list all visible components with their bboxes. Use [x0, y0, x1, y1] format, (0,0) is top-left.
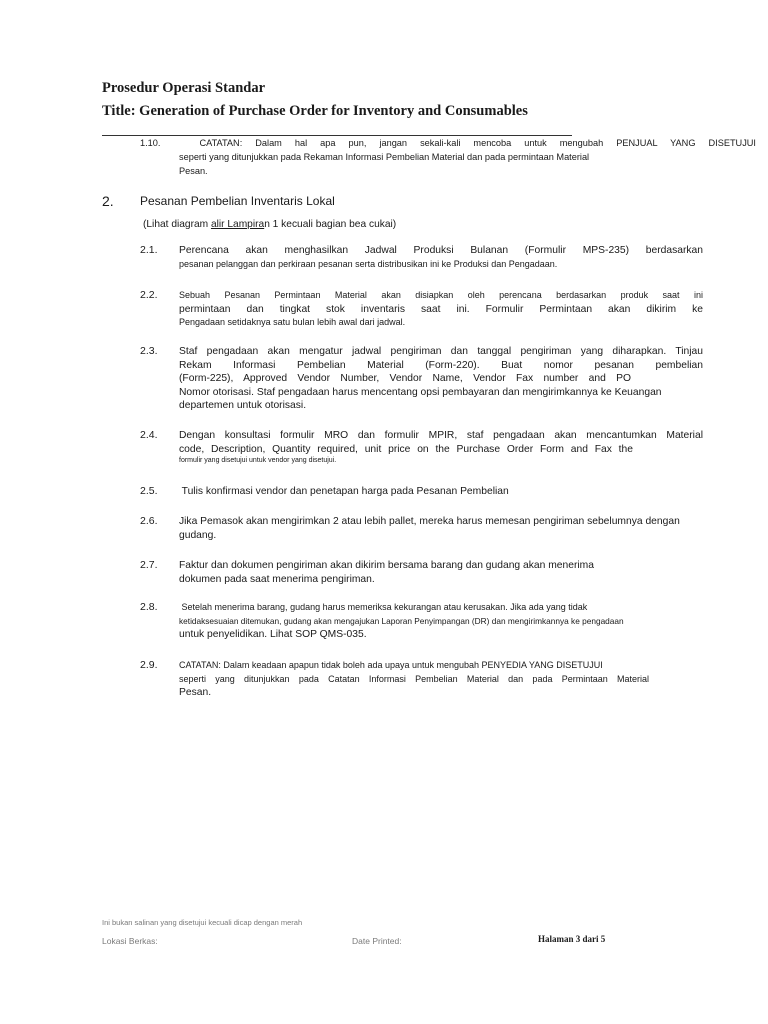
- note-line: CATATAN: Dalam hal apa pun, jangan sekali-kali mencoba untuk mengubah PENJUAL YANG DISETUJUI: [199, 138, 756, 148]
- item-line: Jika Pemasok akan mengirimkan 2 atau lebih pallet, mereka harus memesan pengiriman sebelumnya dengan: [179, 516, 680, 527]
- list-item: [140, 429, 705, 466]
- item-line: permintaan dan tingkat stok inventaris saat ini. Formulir Permintaan akan dikirim ke: [179, 303, 703, 315]
- item-line: untuk penyelidikan. Lihat SOP QMS-035.: [179, 629, 367, 640]
- item-number: 2.2.: [140, 289, 158, 301]
- item-line: formulir yang disetujui untuk vendor yang disetujui.: [179, 457, 337, 464]
- item-number: 2.8.: [140, 601, 158, 613]
- reference-suffix: n 1 kecuali bagian bea cukai): [264, 219, 397, 230]
- note-line: seperti yang ditunjukkan pada Rekaman Informasi Pembelian Material dan pada permintaan Material: [179, 152, 590, 162]
- item-line: Sebuah Pesanan Permintaan Material akan disiapkan oleh perencana berdasarkan produk saat ini: [179, 290, 703, 300]
- item-line: seperti yang ditunjukkan pada Catatan Informasi Pembelian Material dan pada Permintaan Material: [179, 673, 649, 684]
- section-title: Pesanan Pembelian Inventaris Lokal: [140, 194, 335, 208]
- list-item: [140, 345, 705, 413]
- item-line: Nomor otorisasi. Staf pengadaan harus mencentang opsi pembayaran dan mengirimkannya ke Keuangan: [179, 386, 662, 398]
- item-line: Pengadaan setidaknya satu bulan lebih awal dari jadwal.: [179, 317, 406, 327]
- file-location-label: Lokasi Berkas:: [102, 936, 158, 946]
- section-reference: [143, 219, 396, 230]
- appendix-link: alir Lampira: [210, 219, 265, 230]
- item-number: 2.4.: [140, 429, 158, 441]
- item-line: (Form-225), Approved Vendor Number, Vendor Name, Vendor Fax number and PO: [179, 373, 631, 384]
- list-item: [140, 244, 705, 271]
- date-printed-label: Date Printed:: [352, 936, 402, 946]
- item-line: Dengan konsultasi formulir MRO dan formulir MPIR, staf pengadaan akan mencantumkan Material: [179, 430, 703, 441]
- list-item: [140, 559, 705, 586]
- section-number: 2.: [102, 193, 114, 209]
- note-1-10: [140, 136, 756, 178]
- document-subtitle: Title: Generation of Purchase Order for Inventory and Consumables: [102, 103, 528, 119]
- item-number: 2.7.: [140, 559, 158, 571]
- item-line: CATATAN: Dalam keadaan apapun tidak boleh ada upaya untuk mengubah PENYEDIA YANG DISETUJUI: [179, 660, 603, 670]
- item-line: Tulis konfirmasi vendor dan penetapan harga pada Pesanan Pembelian: [179, 486, 509, 497]
- footer-disclaimer: Ini bukan salinan yang disetujui kecuali dicap dengan merah: [102, 918, 303, 927]
- item-line: Rekam Informasi Pembelian Material (Form-220). Buat nomor pesanan pembelian: [179, 359, 703, 371]
- item-line: Setelah menerima barang, gudang harus memeriksa kekurangan atau kerusakan. Jika ada yang tidak: [179, 602, 588, 612]
- list-item: [140, 485, 705, 499]
- document-title: Prosedur Operasi Standar: [102, 80, 266, 96]
- note-number: 1.10.: [140, 138, 161, 148]
- item-number: 2.1.: [140, 244, 158, 256]
- list-item: [140, 515, 705, 542]
- page-number: Halaman 3 dari 5: [538, 934, 606, 944]
- item-line: pesanan pelanggan dan perkiraan pesanan serta distribusikan ini ke Produksi dan Pengadaan.: [179, 258, 558, 269]
- item-number: 2.6.: [140, 515, 158, 527]
- item-line: Perencana akan menghasilkan Jadwal Produksi Bulanan (Formulir MPS-235) berdasarkan: [179, 245, 703, 256]
- item-line: gudang.: [179, 529, 217, 541]
- item-number: 2.3.: [140, 345, 158, 357]
- reference-prefix: (Lihat diagram: [143, 219, 211, 230]
- item-number: 2.5.: [140, 485, 158, 497]
- list-item: [140, 289, 705, 330]
- item-line: Pesan.: [179, 687, 212, 698]
- list-item: [140, 601, 705, 642]
- item-line: code, Description, Quantity required, unit price on the Purchase Order Form and Fax the: [179, 443, 633, 455]
- item-line: dokumen pada saat menerima pengiriman.: [179, 573, 375, 585]
- note-line: Pesan.: [179, 166, 208, 176]
- list-item: [140, 659, 705, 700]
- item-line: departemen untuk otorisasi.: [179, 400, 307, 411]
- item-line: Staf pengadaan akan mengatur jadwal pengiriman dan tanggal pengiriman yang diharapkan. Tinjau: [179, 346, 703, 357]
- item-number: 2.9.: [140, 659, 158, 671]
- item-line: Faktur dan dokumen pengiriman akan dikirim bersama barang dan gudang akan menerima: [179, 560, 594, 571]
- item-line: ketidaksesuaian ditemukan, gudang akan mengajukan Laporan Penyimpangan (DR) dan mengirimkannya ke pengadaan: [179, 615, 624, 626]
